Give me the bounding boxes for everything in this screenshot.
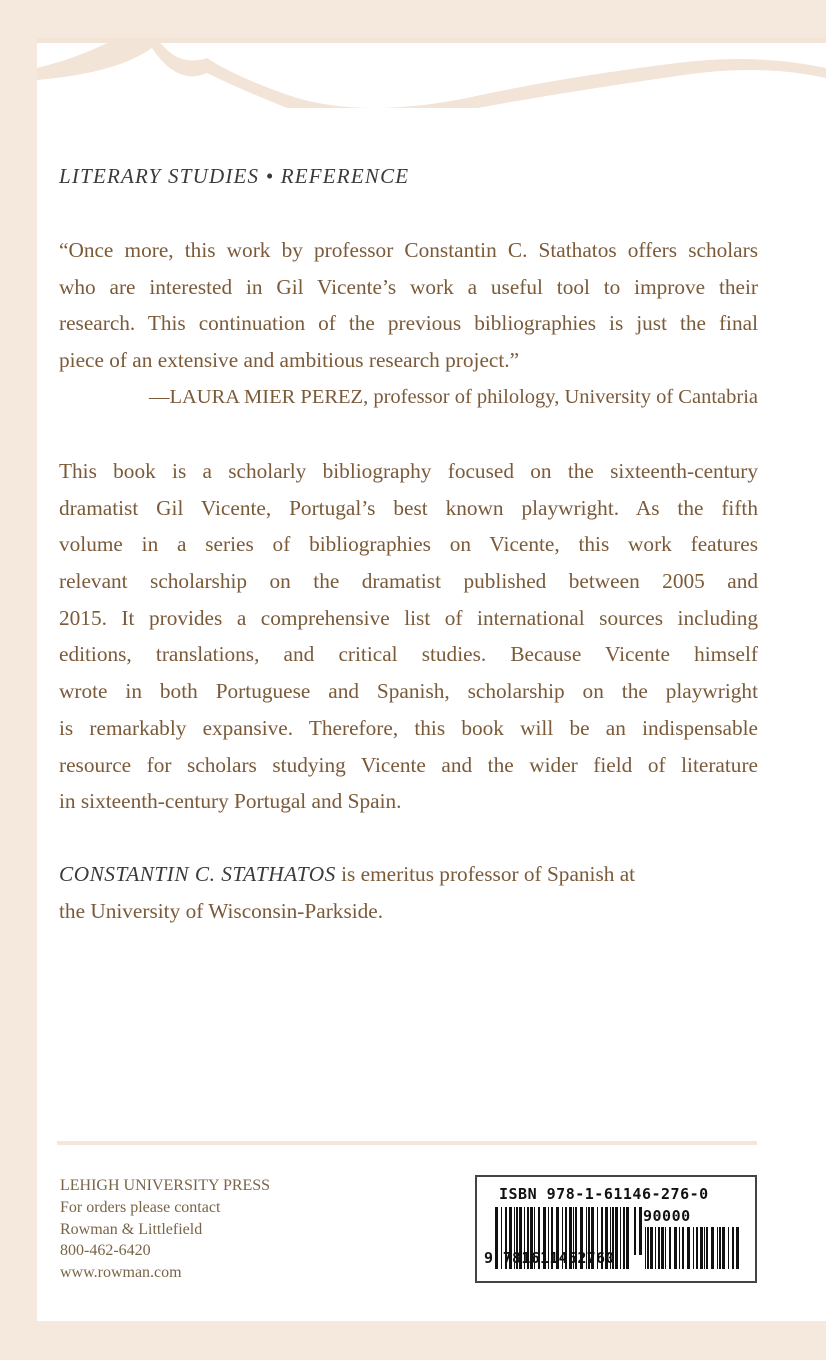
barcode-bar xyxy=(615,1207,618,1269)
ean-first-digit: 9 xyxy=(484,1249,494,1267)
barcode-bar xyxy=(626,1207,629,1269)
barcode-bar xyxy=(682,1227,684,1269)
orders-text: For orders please contact xyxy=(60,1198,221,1216)
barcode-bar xyxy=(661,1227,664,1269)
barcode-bar xyxy=(665,1227,666,1269)
description-line: relevant scholarship on the dramatist published between 2005 and xyxy=(59,569,758,594)
barcode-bar xyxy=(639,1207,642,1255)
description-line: editions, translations, and critical studies. Because Vicente himself xyxy=(59,642,758,667)
phone: 800-462-6420 xyxy=(60,1242,151,1260)
author-bio-line xyxy=(59,856,758,893)
description-line: resource for scholars studying Vicente and the wider field of literature xyxy=(59,752,758,777)
ornament-flourish xyxy=(37,38,826,108)
author-bio-text: is emeritus professor of Spanish at xyxy=(335,862,636,886)
barcode-bar xyxy=(728,1227,729,1269)
publisher-info xyxy=(60,1175,270,1284)
barcode-bar xyxy=(645,1227,646,1269)
barcode-bar xyxy=(717,1227,718,1269)
barcode-bar xyxy=(687,1227,690,1269)
ean-digits xyxy=(484,1249,615,1267)
isbn-barcode xyxy=(475,1175,757,1283)
barcode-bar xyxy=(620,1207,621,1269)
author-name: CONSTANTIN C. STATHATOS xyxy=(59,862,336,886)
barcode-bar xyxy=(732,1227,734,1269)
barcode-bar xyxy=(655,1227,656,1269)
ean-main-digits: 781611462760 xyxy=(502,1249,615,1267)
website: www.rowman.com xyxy=(60,1264,182,1282)
barcode-bar xyxy=(669,1227,671,1269)
barcode-bar xyxy=(700,1227,703,1269)
description-line: This book is a scholarly bibliography focused on the sixteenth-century xyxy=(59,459,758,483)
author-bio xyxy=(59,856,758,929)
category-label: LITERARY STUDIES • REFERENCE xyxy=(59,164,410,188)
description-line: volume in a series of bibliographies on Vicente, this work features xyxy=(59,532,758,557)
barcode-bar xyxy=(711,1227,714,1269)
barcode-bar xyxy=(623,1207,625,1269)
barcode-bar xyxy=(736,1227,739,1269)
barcode-bar xyxy=(706,1227,708,1269)
description-line: dramatist Gil Vicente, Portugal’s best known playwright. As the fifth xyxy=(59,495,758,520)
quote-line: who are interested in Gil Vicente’s work a useful tool to improve their xyxy=(59,274,758,299)
quote-line: “Once more, this work by professor Constantin C. Stathatos offers scholars xyxy=(59,238,758,262)
quote-line: research. This continuation of the previous bibliographies is just the final xyxy=(59,311,758,336)
barcode-bar xyxy=(704,1227,705,1269)
barcode-bar xyxy=(674,1227,677,1269)
quote-attribution: —LAURA MIER PEREZ, professor of philology, University of Cantabria xyxy=(148,386,758,408)
description-line: in sixteenth-century Portugal and Spain. xyxy=(59,789,402,814)
description-line: wrote in both Portuguese and Spanish, scholarship on the playwright xyxy=(59,679,758,704)
book-description xyxy=(59,453,758,820)
endorsement-quote xyxy=(59,232,758,379)
publisher-name: LEHIGH UNIVERSITY PRESS xyxy=(60,1177,271,1194)
quote-line: piece of an extensive and ambitious research project.” xyxy=(59,348,520,373)
barcode-bar xyxy=(693,1227,694,1269)
author-bio-line: the University of Wisconsin-Parkside. xyxy=(59,898,384,923)
barcode-bar xyxy=(722,1227,725,1269)
isbn-label: ISBN 978-1-61146-276-0 xyxy=(499,1185,709,1203)
barcode-bar xyxy=(679,1227,680,1269)
barcode-bar xyxy=(719,1227,721,1269)
divider xyxy=(57,1141,757,1145)
description-line: 2015. It provides a comprehensive list of international sources including xyxy=(59,605,758,630)
barcode-bar xyxy=(647,1227,649,1269)
barcode-bar xyxy=(696,1227,698,1269)
barcode-bar xyxy=(650,1227,653,1269)
distributor: Rowman & Littlefield xyxy=(60,1220,203,1238)
barcode-bar xyxy=(634,1207,636,1255)
price-code: 90000 xyxy=(643,1207,691,1225)
barcode-bar xyxy=(658,1227,660,1269)
description-line: is remarkably expansive. Therefore, this book will be an indispensable xyxy=(59,715,758,740)
